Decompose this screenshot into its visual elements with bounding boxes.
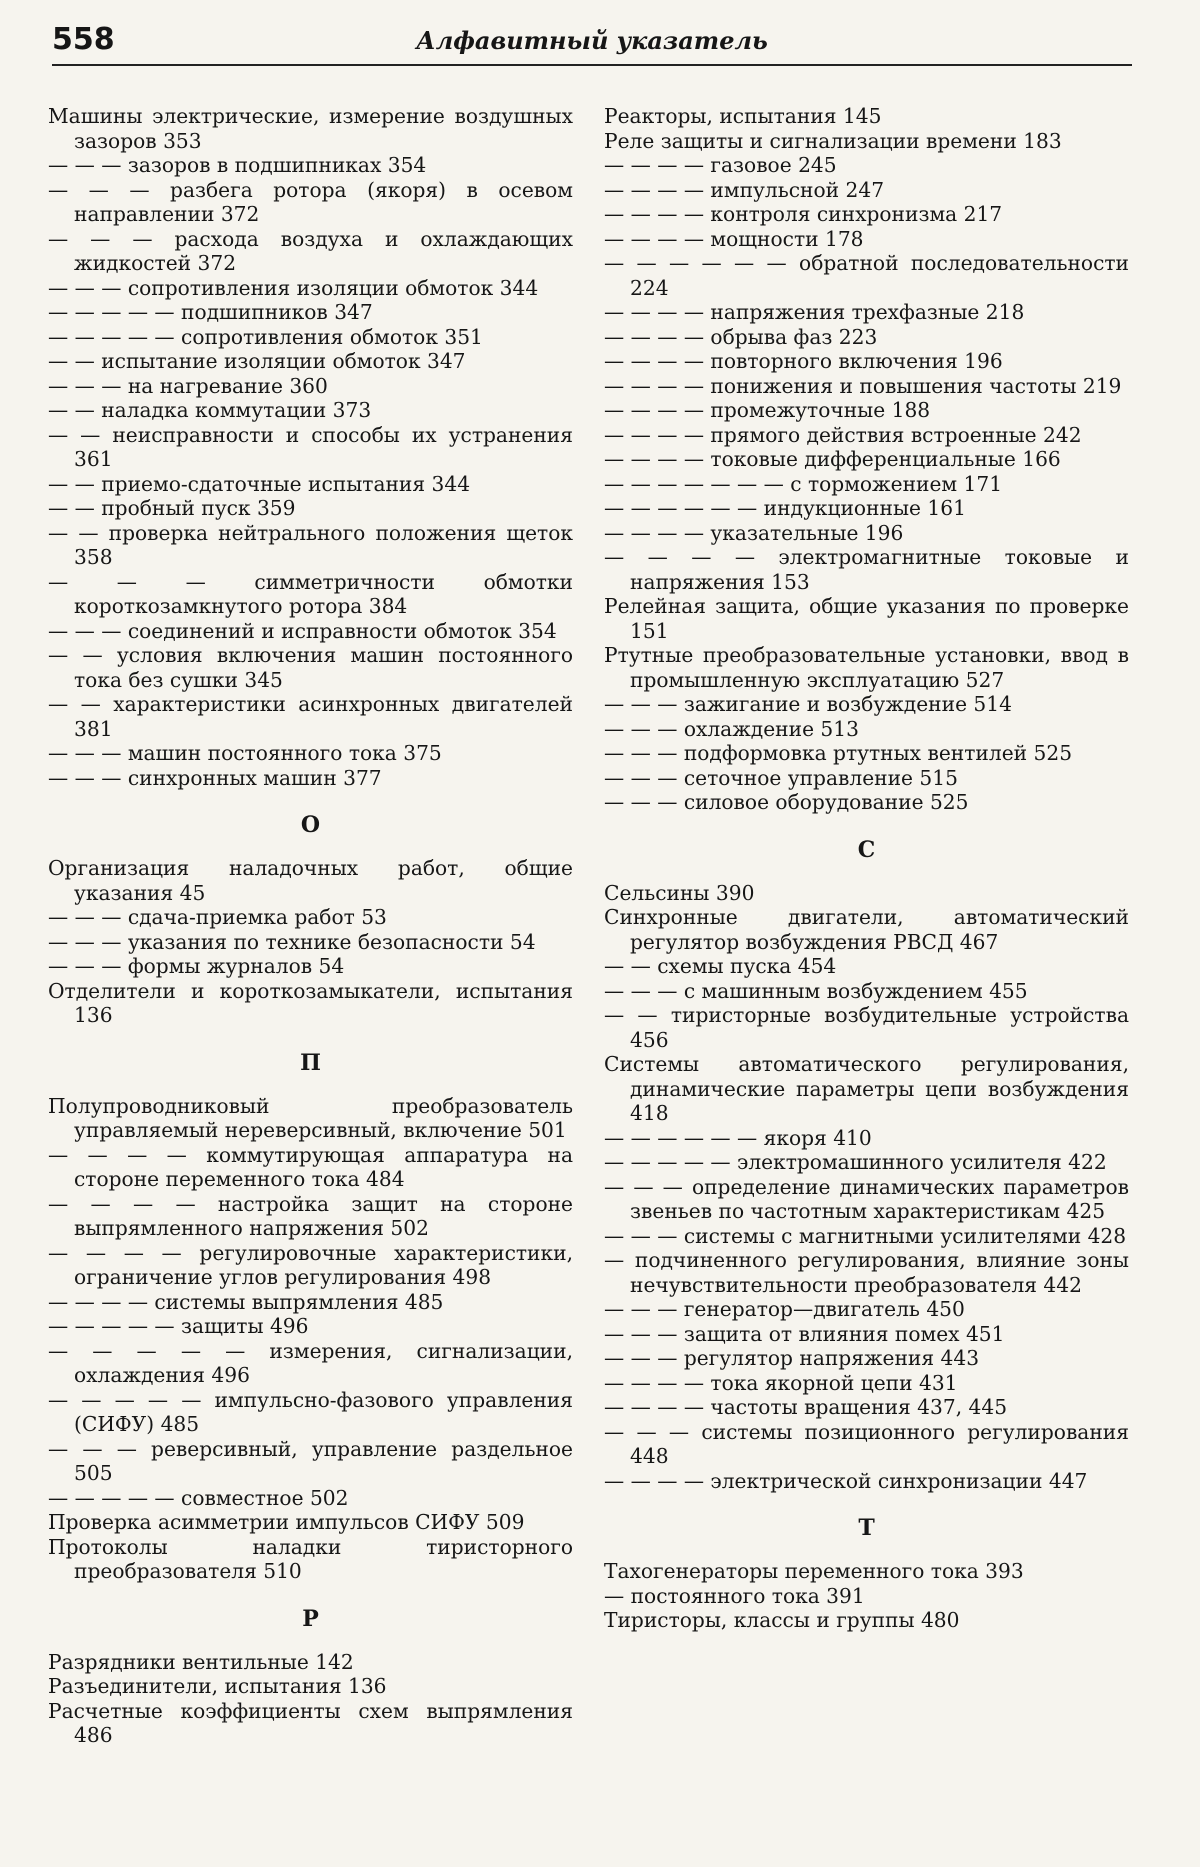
page-header — [52, 22, 1132, 72]
index-entry: — — — расхода воздуха и охлаждающих жидкостей 372 — [48, 226, 573, 275]
running-title: Алфавитный указатель — [416, 26, 768, 55]
index-entry: — — — — электромагнитные токовые и напряжения 153 — [604, 545, 1129, 594]
index-entry: Отделители и короткозамыкатели, испытания 136 — [48, 978, 573, 1027]
index-entry: — постоянного тока 391 — [604, 1583, 865, 1608]
index-block-m — [48, 104, 573, 790]
index-entry: — — — — прямого действия встроенные 242 — [604, 422, 1082, 447]
index-entry: — — — подформовка ртутных вентилей 525 — [604, 741, 1073, 765]
index-entry: — — — регулятор напряжения 443 — [604, 1346, 980, 1370]
index-entry: — — характеристики асинхронных двигателей 381 — [48, 692, 573, 741]
index-entry: — — условия включения машин постоянного тока без сушки 345 — [48, 643, 573, 692]
index-entry: — — — реверсивный, управление раздельное 505 — [48, 1436, 573, 1485]
index-entry: Синхронные двигатели, автоматический регулятор возбуждения РВСД 467 — [604, 905, 1129, 954]
index-entry: — — — зазоров в подшипниках 354 — [48, 153, 427, 177]
index-entry: — — — — — электромашинного усилителя 422 — [604, 1150, 1107, 1174]
index-entry: — — — генератор—двигатель 450 — [604, 1297, 965, 1321]
index-entry: — — — — тока якорной цепи 431 — [604, 1370, 958, 1395]
index-entry: — — — — — сопротивления обмоток 351 — [48, 324, 483, 349]
index-entry: — — — — повторного включения 196 — [604, 349, 1003, 373]
index-entry: — — — — контроля синхронизма 217 — [604, 202, 1003, 226]
index-entry: Релейная защита, общие указания по проверке 151 — [604, 594, 1129, 643]
index-entry: Организация наладочных работ, общие указания 45 — [48, 856, 573, 905]
index-block-s — [604, 881, 1129, 1494]
index-entry: — — — определение динамических параметров звеньев по частотным характеристикам 425 — [604, 1174, 1129, 1223]
section-letter-r: Р — [302, 1605, 319, 1632]
index-entry: — — — на нагревание 360 — [48, 373, 328, 398]
index-entry: Разрядники вентильные 142 — [48, 1649, 354, 1674]
index-entry: — — — разбега ротора (якоря) в осевом направлении 372 — [48, 177, 573, 226]
index-entry: — — — — обрыва фаз 223 — [604, 324, 878, 349]
index-block-r — [48, 1650, 573, 1748]
index-entry: — — — — — — якоря 410 — [604, 1125, 872, 1150]
index-entry: — — испытание изоляции обмоток 347 — [48, 349, 466, 373]
index-entry: Ртутные преобразовательные установки, ввод в промышленную эксплуатацию 527 — [604, 643, 1129, 692]
index-entry: — — — системы с магнитными усилителями 428 — [604, 1223, 1127, 1248]
index-entry: Полупроводниковый преобразователь управляемый нереверсивный, включение 501 — [48, 1093, 573, 1142]
index-entry: — — — — понижения и повышения частоты 219 — [604, 373, 1122, 398]
index-block-r2 — [604, 104, 1129, 815]
index-entry: — — — защита от влияния помех 451 — [604, 1321, 1005, 1346]
index-entry: Реакторы, испытания 145 — [604, 104, 882, 128]
index-entry: — — — зажигание и возбуждение 514 — [604, 692, 1012, 716]
index-entry: — — — — указательные 196 — [604, 520, 904, 545]
index-entry: — — — — мощности 178 — [604, 226, 864, 251]
index-entry: — — — формы журналов 54 — [48, 954, 345, 978]
index-entry: — — — — газовое 245 — [604, 153, 837, 177]
index-entry: — — — синхронных машин 377 — [48, 765, 382, 790]
index-entry: — — — указания по технике безопасности 54 — [48, 929, 536, 954]
index-entry: Проверка асимметрии импульсов СИФУ 509 — [48, 1510, 525, 1534]
index-entry: — — — машин постоянного тока 375 — [48, 741, 442, 765]
index-entry: — — — — системы выпрямления 485 — [48, 1289, 444, 1314]
index-entry: — — — с машинным возбуждением 455 — [604, 978, 1028, 1003]
section-letter-o: О — [300, 812, 321, 838]
index-entry: — — — — — подшипников 347 — [48, 300, 373, 324]
index-entry: — — — — настройка защит на стороне выпрямленного напряжения 502 — [48, 1191, 573, 1240]
index-entry: Тахогенераторы переменного тока 393 — [604, 1559, 1024, 1583]
index-entry: — — проверка нейтрального положения щеток 358 — [48, 520, 573, 569]
index-entry: — — — системы позиционного регулирования 448 — [604, 1419, 1129, 1468]
index-entry: — — — охлаждение 513 — [604, 716, 859, 741]
index-entry: — — — — — измерения, сигнализации, охлаждения 496 — [48, 1338, 573, 1387]
index-block-o — [48, 856, 573, 1028]
index-entry: — — — — частоты вращения 437, 445 — [604, 1395, 1008, 1419]
header-rule — [52, 64, 1132, 66]
index-entry: Реле защиты и сигнализации времени 183 — [604, 128, 1062, 153]
index-entry: — — — — электрической синхронизации 447 — [604, 1468, 1088, 1493]
index-entry: — — — — — совместное 502 — [48, 1485, 349, 1510]
index-entry: — — — сеточное управление 515 — [604, 765, 958, 790]
index-entry: — — — сопротивления изоляции обмоток 344 — [48, 275, 539, 300]
index-entry: — — — симметричности обмотки короткозамкнутого ротора 384 — [48, 569, 573, 618]
index-entry: — — — — напряжения трехфазные 218 — [604, 300, 1025, 324]
index-entry: — — тиристорные возбудительные устройства 456 — [604, 1003, 1129, 1052]
index-entry: — — приемо-сдаточные испытания 344 — [48, 471, 471, 496]
index-block-p — [48, 1094, 573, 1584]
section-letter-p: П — [300, 1049, 321, 1076]
index-entry: — — — сдача-приемка работ 53 — [48, 905, 387, 929]
index-entry: — — наладка коммутации 373 — [48, 398, 372, 422]
index-block-t — [604, 1559, 1129, 1633]
index-entry: — — — — — — обратной последовательности 224 — [604, 251, 1129, 300]
section-letter-s: С — [857, 836, 876, 863]
index-entry: Тиристоры, классы и группы 480 — [604, 1608, 960, 1632]
left-column — [48, 104, 573, 1748]
index-entry: Расчетные коэффициенты схем выпрямления 486 — [48, 1698, 573, 1747]
index-entry: — подчиненного регулирования, влияние зоны нечувствительности преобразователя 442 — [604, 1248, 1129, 1297]
index-entry: — — — — — защиты 496 — [48, 1314, 309, 1338]
index-entry: Протоколы наладки тиристорного преобразователя 510 — [48, 1534, 573, 1583]
page-number: 558 — [52, 22, 115, 57]
section-letter-t: Т — [858, 1515, 875, 1541]
index-entry: Сельсины 390 — [604, 880, 755, 905]
index-entry: Системы автоматического регулирования, динамические параметры цепи возбуждения 418 — [604, 1052, 1129, 1125]
index-entry: — — — силовое оборудование 525 — [604, 790, 969, 814]
index-entry: — — — — коммутирующая аппаратура на стороне переменного тока 484 — [48, 1142, 573, 1191]
index-entry: — — — — — — — с торможением 171 — [604, 471, 1003, 496]
index-entry: Разъединители, испытания 136 — [48, 1674, 387, 1698]
index-entry: — — — — токовые дифференциальные 166 — [604, 447, 1061, 471]
index-entry: — — — — регулировочные характеристики, ограничение углов регулирования 498 — [48, 1240, 573, 1289]
index-entry: — — схемы пуска 454 — [604, 954, 837, 978]
index-entry: — — — — — — индукционные 161 — [604, 496, 966, 520]
index-entry: — — — — импульсной 247 — [604, 177, 885, 202]
index-entry: — — пробный пуск 359 — [48, 496, 296, 520]
index-entry: — — — — — импульсно-фазового управления (СИФУ) 485 — [48, 1387, 573, 1436]
index-entry: — — неисправности и способы их устранения 361 — [48, 422, 573, 471]
index-entry: — — — — промежуточные 188 — [604, 398, 931, 422]
right-column — [604, 104, 1129, 1633]
index-entry: Машины электрические, измерение воздушных зазоров 353 — [48, 104, 573, 153]
index-entry: — — — соединений и исправности обмоток 354 — [48, 618, 557, 643]
